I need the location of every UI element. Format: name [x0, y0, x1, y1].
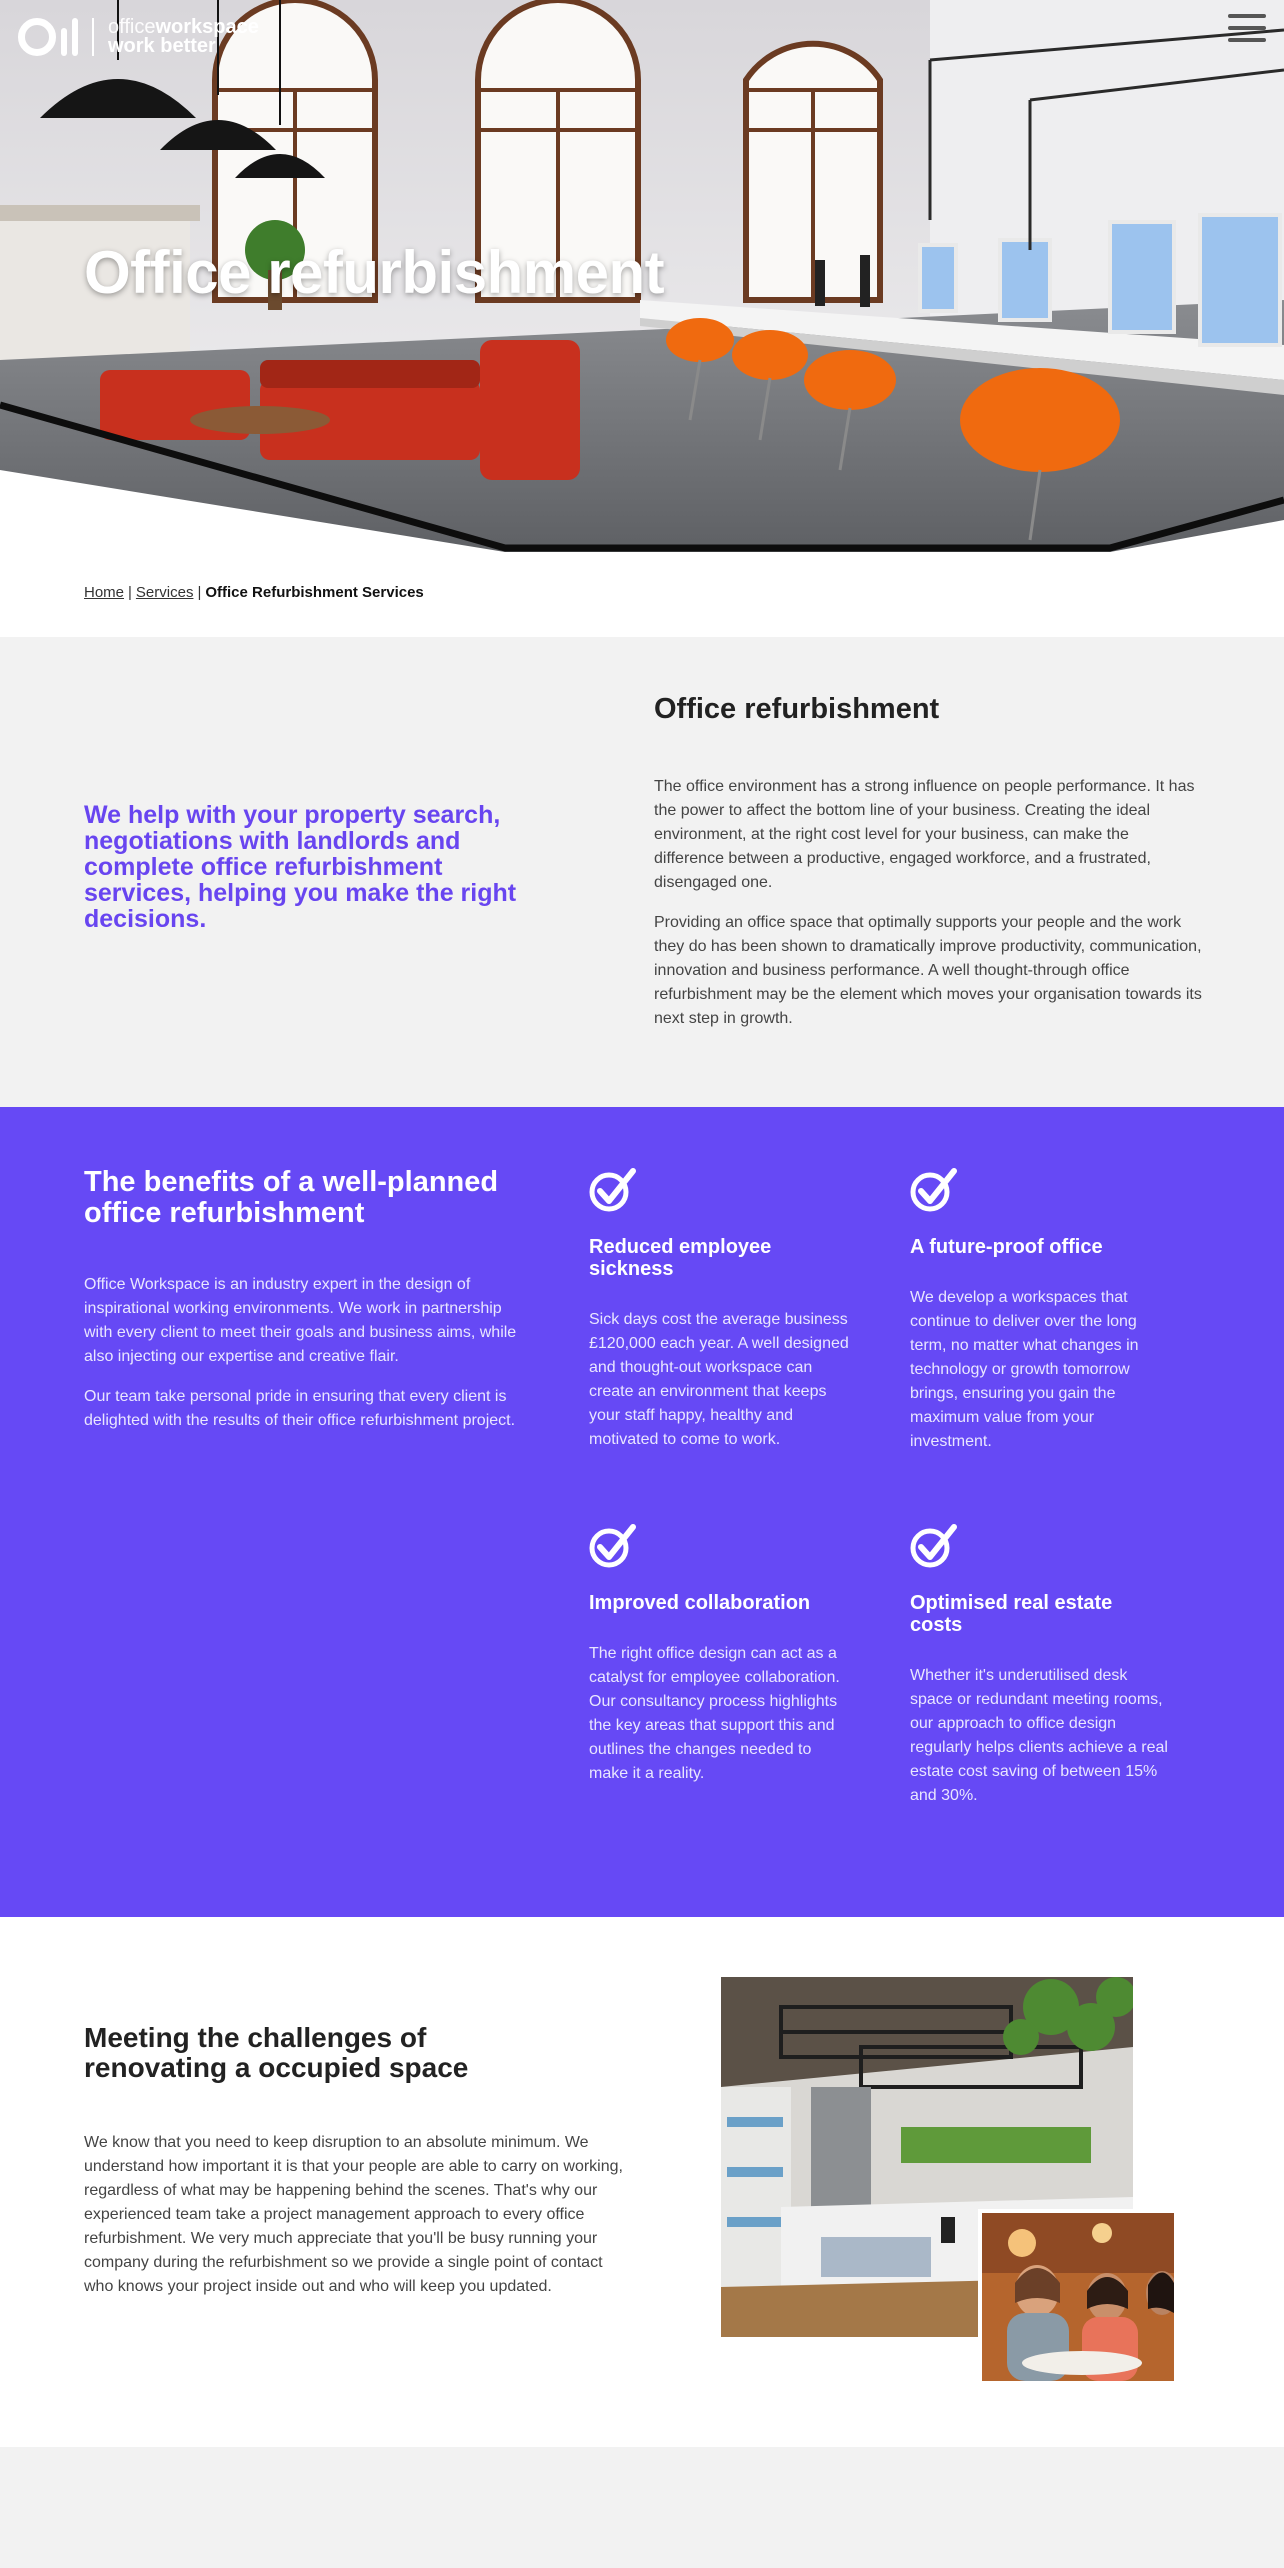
benefit-text: The right office design can act as a catalyst for employee collaboration. Our consultancy process highlights the key areas that support this and outlines the changes needed to make it a reality.: [589, 1645, 840, 1782]
team-meeting-photo: [978, 2209, 1178, 2385]
breadcrumb-separator: |: [128, 584, 132, 601]
benefits-paragraph: Office Workspace is an industry expert in the design of inspirational working environments. We work in partnership with every client to meet their goals and business aims, while also injecting our expertise and creative flair.: [84, 1276, 517, 1365]
benefit-text: Sick days cost the average business £120,000 each year. A well designed and thought-out workspace can create an environment that keeps your staff happy, healthy and motivated to come to work.: [589, 1311, 849, 1448]
hero-title: Office refurbishment: [84, 239, 665, 306]
benefit-card-collaboration: [589, 1521, 849, 1786]
hero-banner: [0, 0, 1284, 560]
benefit-title: A future-proof office: [910, 1236, 1103, 1258]
logo-wordmark: [108, 18, 259, 56]
footer: [0, 2447, 1284, 2568]
check-circle-icon: [910, 1165, 958, 1213]
benefit-title: Reduced employee sickness: [589, 1236, 772, 1280]
benefits-paragraph: Our team take personal pride in ensuring that every client is delighted with the results of their office refurbishment project.: [84, 1388, 516, 1429]
check-circle-icon: [589, 1165, 637, 1213]
benefits-section: [0, 1107, 1284, 1917]
intro-body: [654, 775, 1202, 1047]
site-logo[interactable]: [18, 14, 259, 60]
breadcrumb-home-link[interactable]: Home: [84, 584, 125, 601]
logo-text-office: office: [108, 16, 156, 38]
hamburger-menu-icon[interactable]: [1228, 14, 1266, 42]
benefit-text: We develop a workspaces that continue to deliver over the long term, no matter what changes in technology or growth tomorrow brings, ensuring you gain the maximum value from your investment.: [910, 1289, 1139, 1450]
challenges-section: [0, 1917, 1284, 2447]
logo-mark-icon: [18, 18, 78, 56]
logo-text-workspace: workspace: [155, 16, 259, 38]
breadcrumb-services-link[interactable]: Services: [135, 584, 194, 601]
benefit-text: Whether it's underutilised desk space or redundant meeting rooms, our approach to office design regularly helps clients achieve a real estate cost saving of between 15% and 30%.: [910, 1667, 1168, 1804]
check-circle-icon: [589, 1521, 637, 1569]
breadcrumb-current: Office Refurbishment Services: [205, 584, 424, 601]
breadcrumb-separator: |: [197, 584, 202, 601]
benefit-title: Improved collaboration: [589, 1592, 811, 1614]
benefit-card-future-proof: [910, 1165, 1170, 1454]
logo-tagline: work better: [108, 35, 216, 57]
benefit-card-reduced-sickness: [589, 1165, 849, 1452]
intro-section: [0, 637, 1284, 1107]
logo-divider: [92, 18, 94, 56]
challenges-body: We know that you need to keep disruption to an absolute minimum. We understand how important it is that your people are able to carry on working, regardless of what may be happening behind the scenes. That's why our experienced team take a project management approach to every office refurbishment. We very much appreciate that you'll be busy running your company during the refurbishment so we provide a single point of contact who knows your project inside out and who will keep you updated.: [84, 2134, 623, 2295]
intro-paragraph: Providing an office space that optimally supports your people and the work they do has been shown to dramatically improve productivity, communication, innovation and business performance. A well thought-through office refurbishment may be the element which moves your organisation towards its next step in growth.: [654, 914, 1202, 1027]
challenges-heading: Meeting the challenges of renovating a occupied space: [84, 2022, 469, 2083]
intro-heading: Office refurbishment: [654, 693, 940, 725]
benefits-body: [84, 1273, 524, 1449]
benefit-title: Optimised real estate costs: [910, 1592, 1113, 1636]
check-circle-icon: [910, 1521, 958, 1569]
benefit-card-real-estate-costs: [910, 1521, 1170, 1808]
benefits-heading: The benefits of a well-planned office refurbishment: [84, 1166, 499, 1229]
intro-paragraph: The office environment has a strong influence on people performance. It has the power to affect the bottom line of your business. Creating the ideal environment, at the right cost level for your business, can make the difference between a productive, engaged workforce, and a frustrated, disengaged one.: [654, 778, 1195, 891]
breadcrumb: [84, 584, 424, 601]
intro-lead-text: We help with your property search, negotiations with landlords and complete office refurbishment services, helping you make the right decisions.: [84, 801, 517, 933]
